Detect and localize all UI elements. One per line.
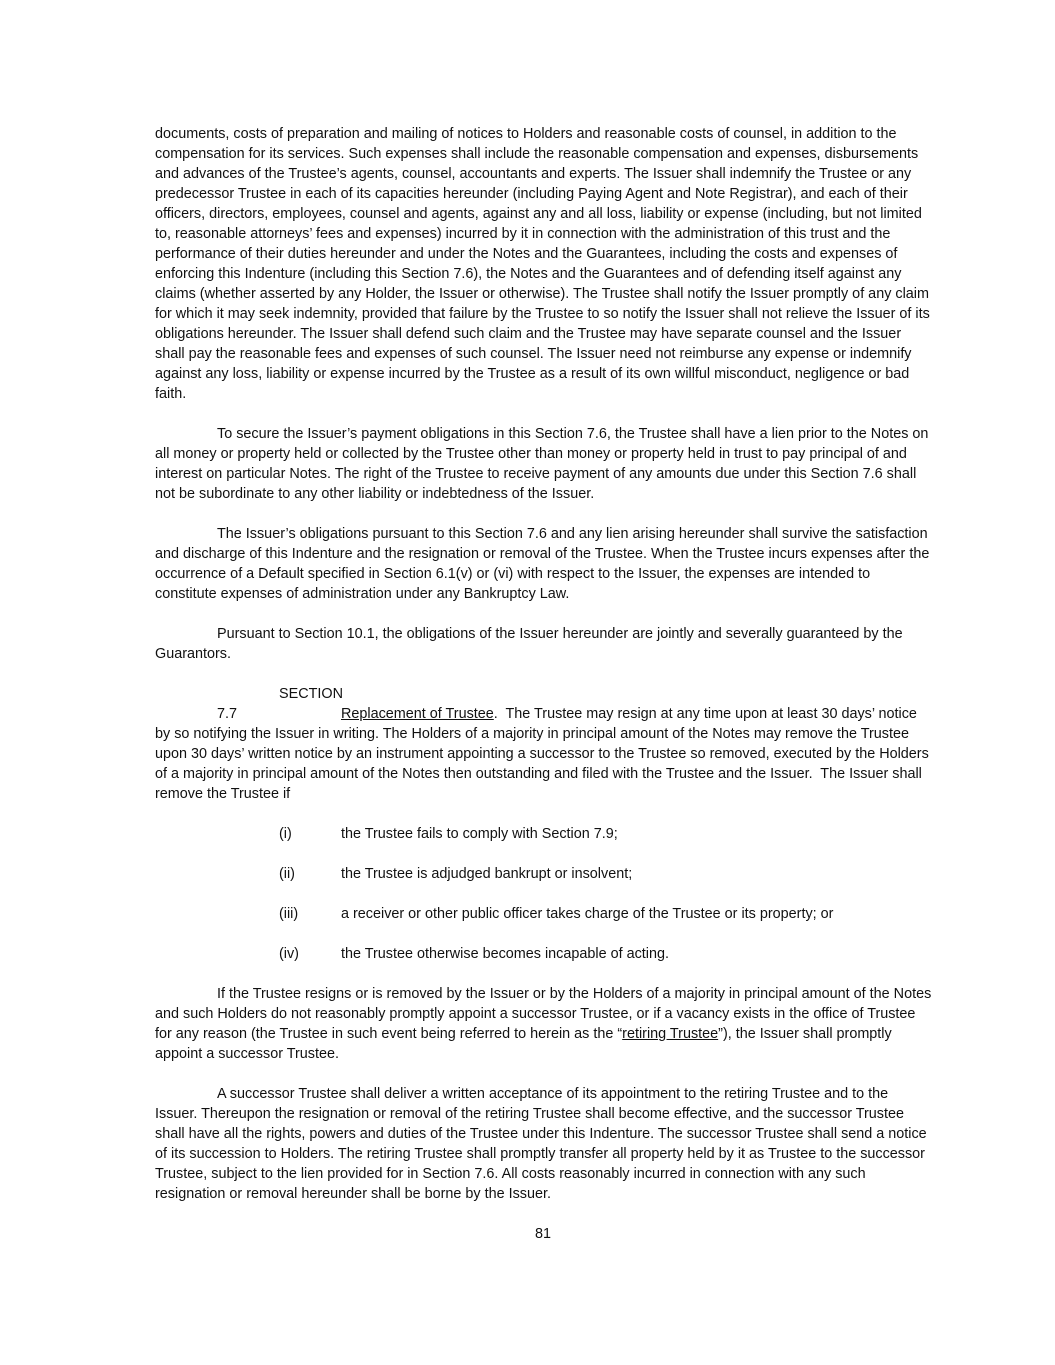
vacancy-text-after: ”), the Issuer shall promptly appoint a successor Trustee. — [155, 1026, 892, 1062]
list-item — [279, 864, 933, 884]
section-body: The Trustee may resign at any time upon at least 30 days’ notice by so notifying the Issuer in writing. The Holders of a majority in principal amount of the Notes may remove the Trustee upon 30 days’ written notice by an instrument appointing a successor to the Trustee so removed, executed by the Holders of a majority in principal amount of the Notes then outstanding and filed with the Trustee and the Issuer. The Issuer shall remove the Trustee if — [155, 706, 933, 802]
list-item-text: the Trustee is adjudged bankrupt or insolvent; — [341, 866, 633, 882]
section-heading-period: . — [493, 706, 498, 722]
section-number: SECTION 7.7 — [217, 686, 343, 722]
list-item-text: a receiver or other public officer takes charge of the Trustee or its property; or — [341, 906, 834, 922]
section-heading: Replacement of Trustee — [341, 706, 494, 722]
list-item — [279, 824, 933, 844]
list-item-text: the Trustee otherwise becomes incapable of acting. — [341, 946, 669, 962]
list-item-number: (iv) — [279, 946, 299, 962]
paragraph-vacancy — [155, 984, 933, 1064]
list-item-number: (i) — [279, 826, 292, 842]
paragraph-indemnity: documents, costs of preparation and mailing of notices to Holders and reasonable costs of counsel, in addition to the compensation for its services. Such expenses shall include the reasonable compensation and expenses, disbursements and advances of the Trustee’s agents, counsel, accountants and experts. The Issuer shall indemnify the Trustee or any predecessor Trustee in each of its capacities hereunder (including Paying Agent and Note Registrar), and each of their officers, directors, employees, counsel and agents, against any and all loss, liability or expense (including, but not limited to, reasonable attorneys’ fees and expenses) incurred by it in connection with the administration of this trust and the performance of their duties hereunder and under the Notes and the Guarantees, including the costs and expenses of enforcing this Indenture (including this Section 7.6), the Notes and the Guarantees and of defending itself against any claims (whether asserted by any Holder, the Issuer or otherwise). The Trustee shall notify the Issuer promptly of any claim for which it may seek indemnity, provided that failure by the Trustee to so notify the Issuer shall not relieve the Issuer of its obligations hereunder. The Issuer shall defend such claim and the Trustee may have separate counsel and the Issuer shall pay the reasonable fees and expenses of such counsel. The Issuer need not reimburse any expense or indemnify against any loss, liability or expense incurred by the Trustee as a result of its own willful misconduct, negligence or bad faith. — [155, 126, 930, 402]
paragraph-guarantors: Pursuant to Section 10.1, the obligations of the Issuer hereunder are jointly and severally guaranteed by the Guarantors. — [155, 626, 903, 662]
vacancy-text-before: If the Trustee resigns or is removed by the Issuer or by the Holders of a majority in principal amount of the Notes and such Holders do not reasonably promptly appoint a successor Trustee, or if a vacancy exists in the office of Trustee for any reason (the Trustee in such event being referred to herein as the “ — [155, 986, 932, 1042]
defined-term-retiring-trustee: retiring Trustee — [622, 1026, 719, 1042]
list-item — [279, 904, 933, 924]
removal-conditions-list — [155, 824, 933, 964]
paragraph-survival: The Issuer’s obligations pursuant to this Section 7.6 and any lien arising hereunder shall survive the satisfaction and discharge of this Indenture and the resignation or removal of the Trustee. When the Trustee incurs expenses after the occurrence of a Default specified in Section 6.1(v) or (vi) with respect to the Issuer, the expenses are intended to constitute expenses of administration under any Bankruptcy Law. — [155, 526, 930, 602]
list-item-number: (iii) — [279, 906, 299, 922]
list-item — [279, 944, 933, 964]
list-item-number: (ii) — [279, 866, 295, 882]
paragraph-lien: To secure the Issuer’s payment obligations in this Section 7.6, the Trustee shall have a lien prior to the Notes on all money or property held or collected by the Trustee other than money or property held in trust to pay principal of and interest on particular Notes. The right of the Trustee to receive payment of any amounts due under this Section 7.6 shall not be subordinate to any other liability or indebtedness of the Issuer. — [155, 426, 929, 502]
document-body — [155, 124, 933, 1224]
page-number: 81 — [534, 1226, 551, 1242]
list-item-text: the Trustee fails to comply with Section 7.9; — [341, 826, 618, 842]
paragraph-successor: A successor Trustee shall deliver a written acceptance of its appointment to the retiring Trustee and to the Issuer. Thereupon the resignation or removal of the retiring Trustee shall become effective, and the successor Trustee shall have all the rights, powers and duties of the Trustee under this Indenture. The successor Trustee shall send a notice of its succession to Holders. The retiring Trustee shall promptly transfer all property held by it as Trustee to the successor Trustee, subject to the lien provided for in Section 7.6. All costs reasonably incurred in connection with any such resignation or removal hereunder shall be borne by the Issuer. — [155, 1086, 927, 1202]
section-7-7-paragraph — [155, 684, 933, 804]
